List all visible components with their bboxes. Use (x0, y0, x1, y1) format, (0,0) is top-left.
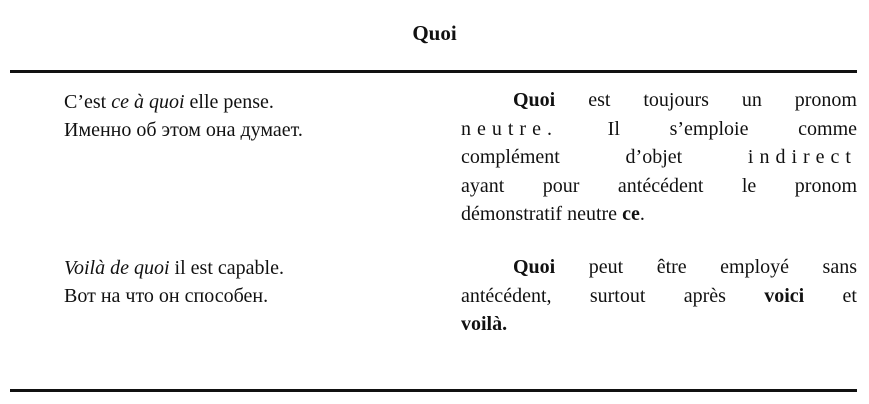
section-heading: Quoi (412, 21, 457, 45)
note-text: complément d’objet (461, 146, 748, 168)
note-line: ayant pour antécédent le pronom (461, 174, 857, 197)
bottom-rule (10, 389, 857, 392)
example-quoi-1 (64, 88, 424, 144)
note-line (461, 310, 857, 339)
note-line (461, 282, 857, 311)
note-text: démonstratif neutre (461, 203, 623, 225)
example-russian: Именно об этом она думает. (64, 119, 303, 141)
term-voila: voilà. (461, 313, 508, 335)
note-line (461, 86, 857, 115)
term-quoi: Quoi (513, 256, 556, 278)
grammar-note-1 (461, 86, 857, 229)
term-voici: voici (764, 284, 805, 307)
example-text: C’est (64, 91, 112, 113)
example-quoi-2 (64, 254, 424, 310)
example-french (64, 254, 424, 282)
note-text: antécédent, surtout après (461, 284, 765, 307)
example-highlight: Voilà de quoi (64, 257, 170, 279)
example-text: il est capable. (169, 257, 284, 279)
emphasis-neutre: neutre. (461, 117, 558, 140)
example-russian: Вот на что он способен. (64, 285, 269, 307)
note-text: et (804, 284, 857, 307)
note-text: . (639, 203, 645, 225)
note-line (461, 115, 857, 144)
note-text: est toujours un pronom (555, 89, 857, 111)
grammar-note-2 (461, 253, 857, 339)
example-highlight: ce à quoi (111, 91, 185, 113)
note-line (461, 143, 857, 172)
top-rule (10, 70, 857, 73)
note-text: Il s’emploie comme (557, 117, 857, 140)
term-quoi: Quoi (513, 89, 556, 111)
note-line (461, 253, 857, 282)
note-line (461, 200, 857, 229)
term-ce: ce (622, 203, 640, 225)
example-text: elle pense. (184, 91, 274, 113)
note-text: peut être employé sans (555, 256, 857, 278)
emphasis-indirect: indirect (747, 146, 857, 168)
example-french (64, 88, 424, 116)
